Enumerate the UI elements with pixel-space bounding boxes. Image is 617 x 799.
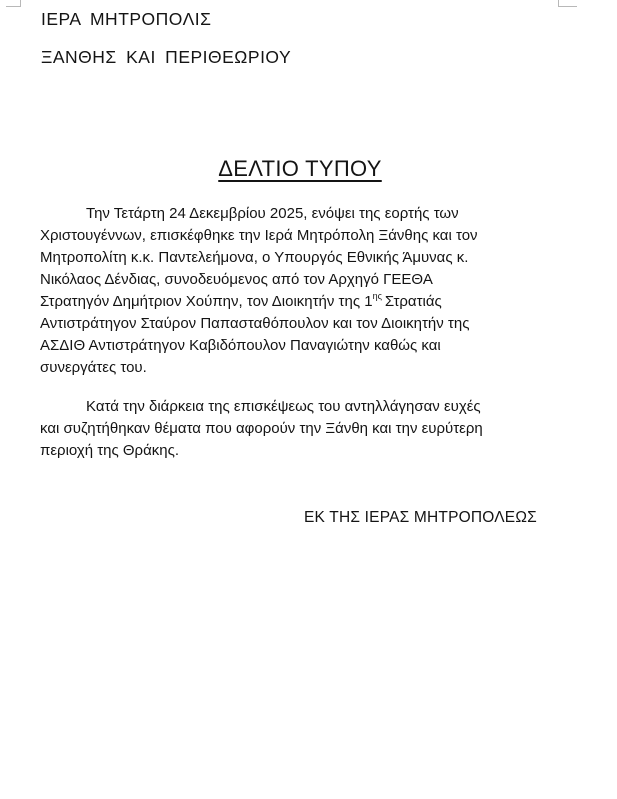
paragraph-line-with-ordinal [40, 291, 560, 313]
paragraph-line: Μητροπολίτη κ.κ. Παντελεήμονα, ο Υπουργός Εθνικής Άμυνας κ. [40, 249, 469, 266]
paragraph-line-text: Στρατηγόν Δημήτριον Χούπην, τον Διοικητήν της 1 [40, 293, 373, 310]
paragraph-discussion [40, 396, 560, 462]
paragraph-line-tail: Στρατιάς [384, 293, 442, 310]
paragraph-line: Νικόλαος Δένδιας, συνοδευόμενος από τον Αρχηγό ΓΕΕΘΑ [40, 271, 433, 288]
header-region-line: ΞΑΝΘΗΣ ΚΑΙ ΠΕΡΙΘΕΩΡΙΟΥ [41, 47, 292, 67]
paragraph-line: Κατά την διάρκεια της επισκέψεως του αντηλλάγησαν ευχές [86, 398, 481, 415]
paragraph-line: περιοχή της Θράκης. [40, 442, 179, 459]
paragraph-visit [40, 203, 560, 379]
paragraph-line: και συζητήθηκαν θέματα που αφορούν την Ξάνθη και την ευρύτερη [40, 420, 483, 437]
signature-line: ΕΚ ΤΗΣ ΙΕΡΑΣ ΜΗΤΡΟΠΟΛΕΩΣ [304, 509, 537, 526]
crop-mark-right [558, 0, 577, 7]
crop-mark-left [6, 0, 21, 7]
press-release-title: ΔΕΛΤΙΟ ΤΥΠΟΥ [218, 156, 382, 181]
paragraph-line: Την Τετάρτη 24 Δεκεμβρίου 2025, ενόψει της εορτής των [86, 205, 459, 222]
header-metropolis-line: ΙΕΡΑ ΜΗΤΡΟΠΟΛΙΣ [41, 9, 212, 29]
ordinal-superscript: ης [372, 291, 382, 301]
paragraph-line: Αντιστράτηγον Σταύρον Παπασταθόπουλον και τον Διοικητήν της [40, 315, 470, 332]
paragraph-line: ΑΣΔΙΘ Αντιστράτηγον Καβιδόπουλον Παναγιώτην καθώς και [40, 337, 441, 354]
paragraph-line: συνεργάτες του. [40, 359, 147, 376]
paragraph-line: Χριστουγέννων, επισκέφθηκε την Ιερά Μητρόπολη Ξάνθης και τον [40, 227, 478, 244]
